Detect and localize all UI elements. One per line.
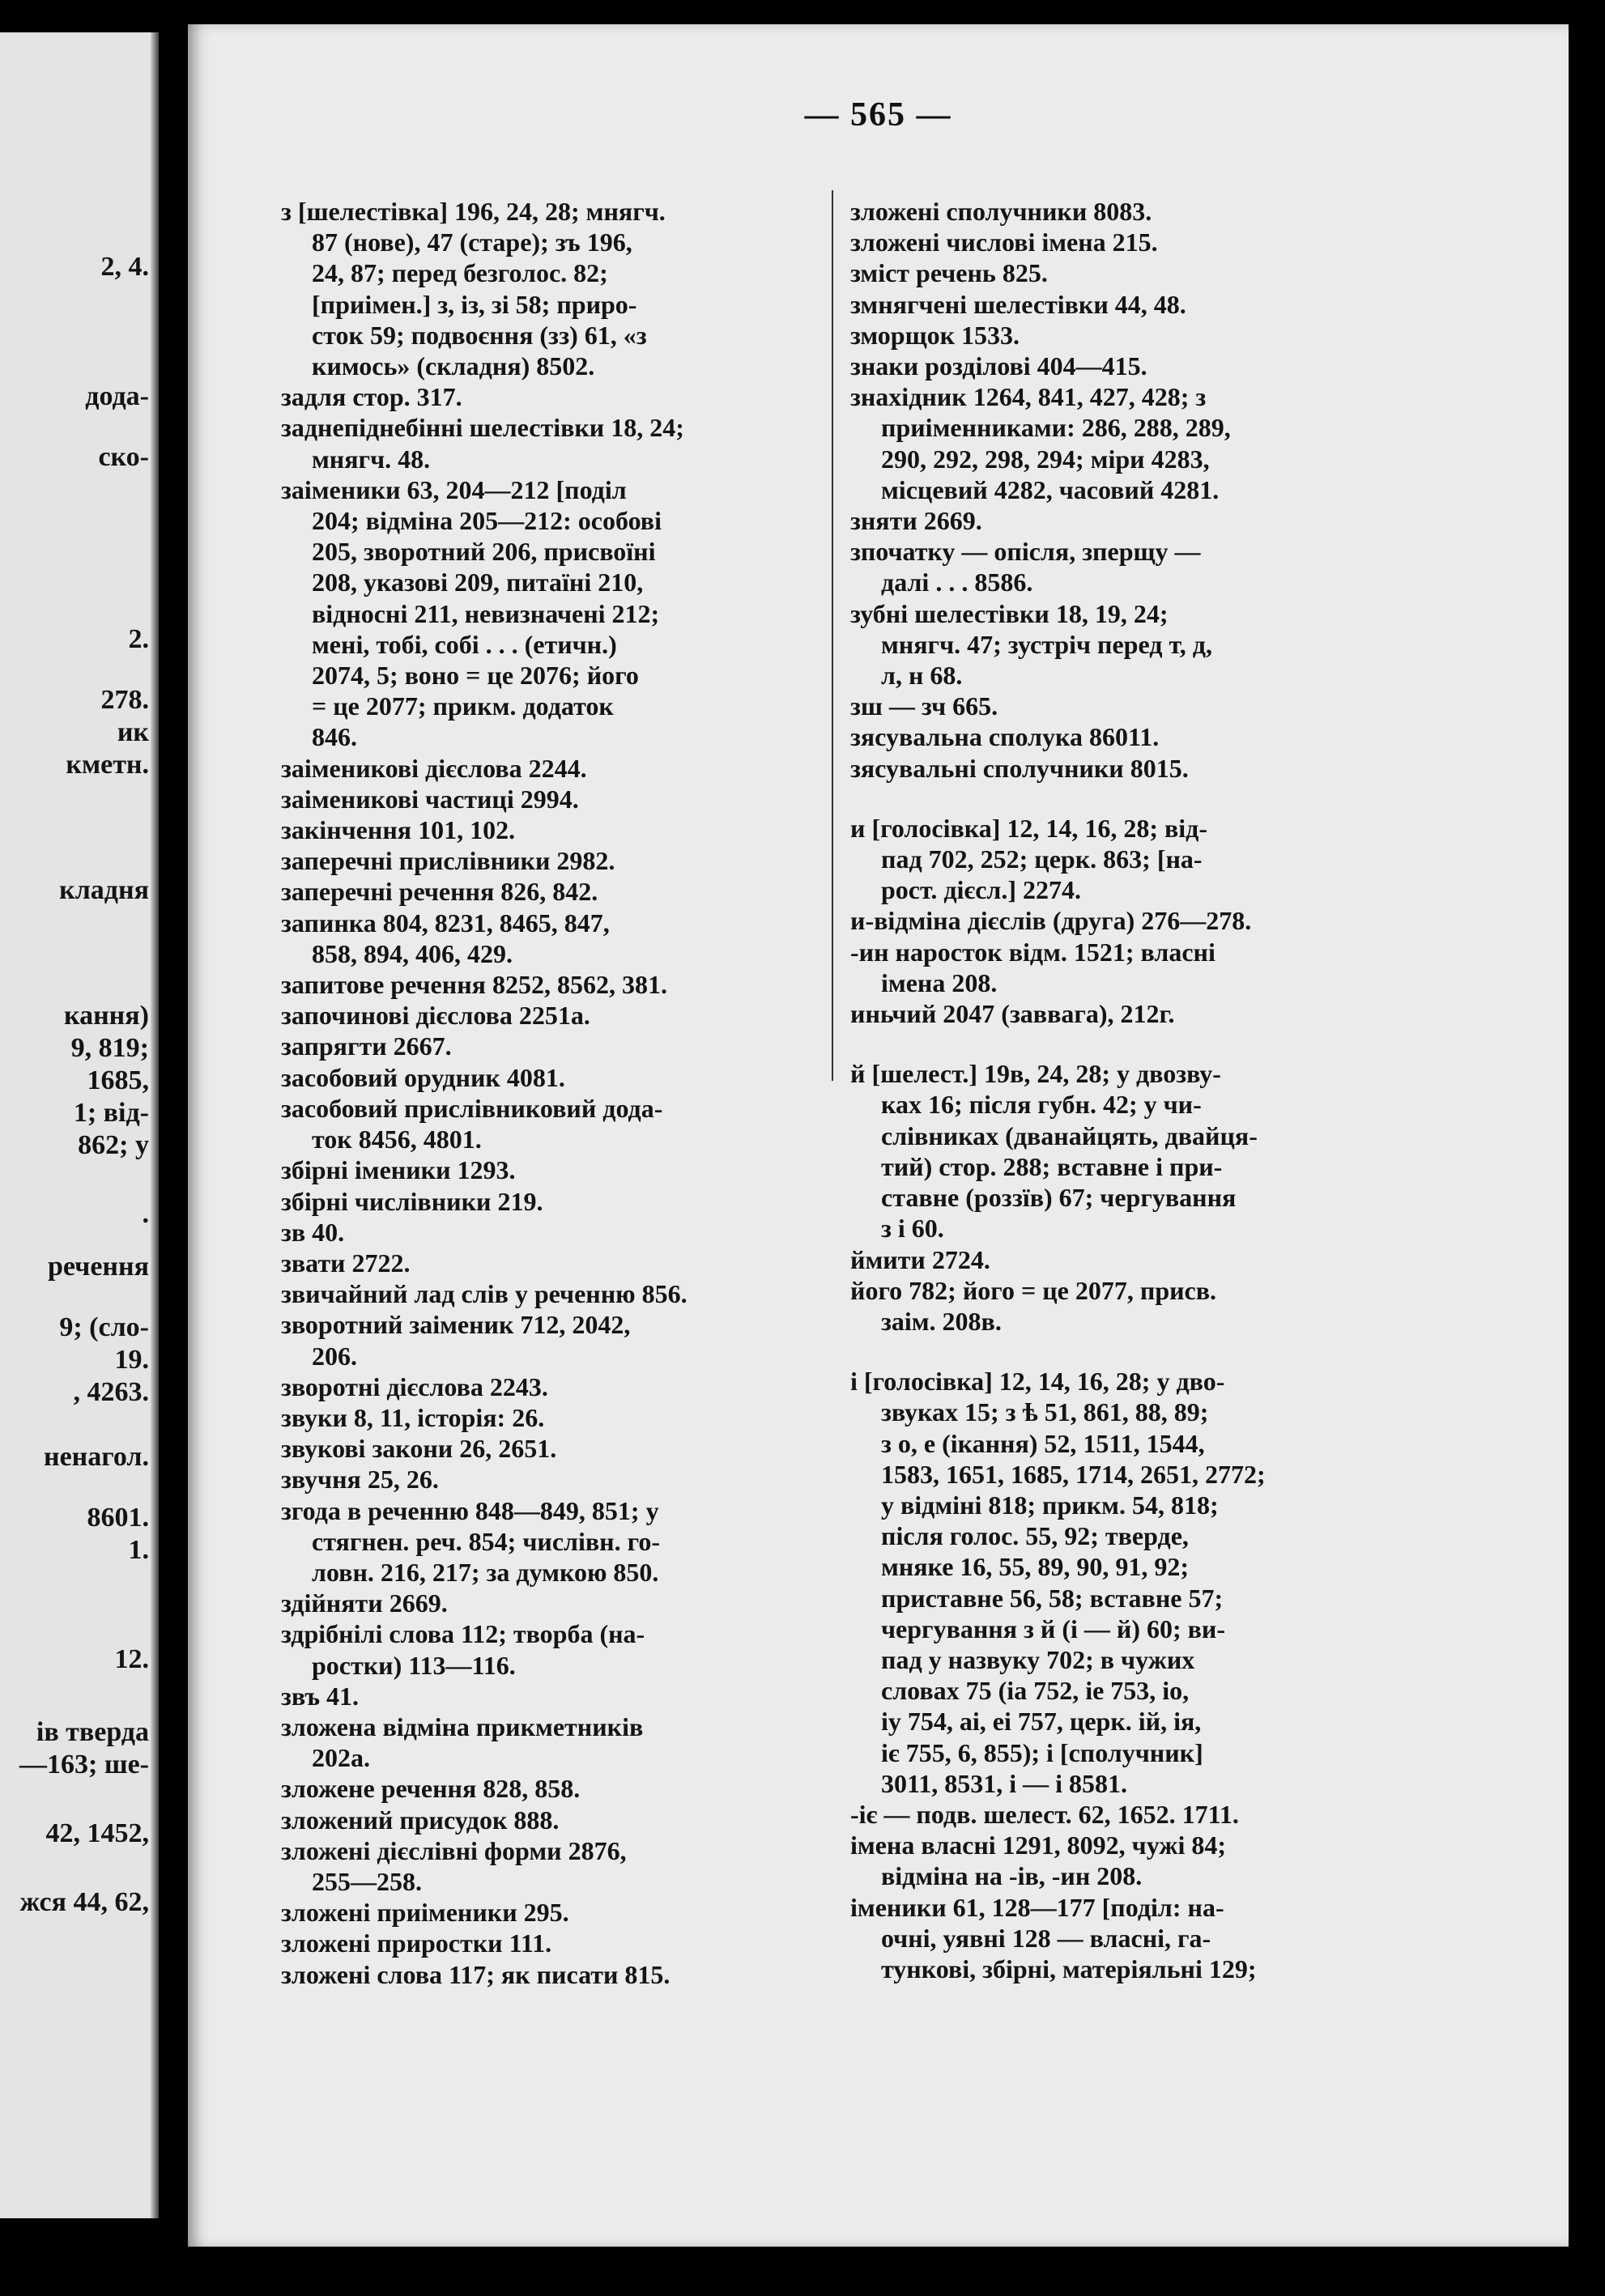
index-entry-line: після голос. 55, 92; тверде,: [881, 1521, 1189, 1551]
index-entry: [281, 1217, 815, 1248]
index-entry: [281, 1897, 815, 1928]
index-entry: [281, 1248, 815, 1278]
index-entry-line: 208, указові 209, питаїні 210,: [312, 568, 644, 597]
column-divider: [832, 190, 833, 1081]
index-entry: [850, 813, 1386, 906]
previous-page-line: ненагол.: [44, 1442, 149, 1472]
index-entry: [850, 505, 1386, 536]
index-entry-line: звуки 8, 11, історія: 26.: [281, 1402, 545, 1432]
index-entry-line: [приімен.] з, із, зі 58; приро-: [312, 289, 637, 319]
index-entry-line: звъ 41.: [281, 1681, 359, 1711]
index-entry-line: заперечні речення 826, 842.: [281, 877, 598, 907]
index-entry-line: закінчення 101, 102.: [281, 815, 516, 845]
previous-page-line: речення: [48, 1252, 149, 1282]
index-entry: [850, 351, 1386, 381]
previous-page-line: кладня: [59, 875, 149, 905]
index-entry-line: мені, тобі, собі . . . (етичн.): [312, 629, 617, 659]
book-page: [188, 24, 1569, 2247]
index-entry-line: стягнен. реч. 854; числівн. го-: [312, 1526, 660, 1556]
index-entry: [281, 876, 815, 907]
index-entry: [281, 1681, 815, 1711]
index-entry: [281, 381, 815, 412]
index-entry-line: запрягти 2667.: [281, 1031, 452, 1061]
index-entry: [281, 1031, 815, 1061]
index-entry: [850, 257, 1386, 288]
index-entry: [281, 1186, 815, 1217]
index-entry: [281, 1495, 815, 1588]
index-entry-line: мнягч. 48.: [312, 444, 431, 474]
index-entry-line: й [шелест.] 19в, 24, 28; у двозву-: [850, 1059, 1221, 1089]
index-entry: [850, 1275, 1386, 1337]
index-entry: [850, 289, 1386, 320]
previous-page-line: .: [142, 1199, 149, 1229]
previous-page-line: 2, 4.: [100, 252, 149, 282]
index-entry: [281, 969, 815, 1000]
index-entry: [281, 1618, 815, 1680]
index-entry-line: запитове речення 8252, 8562, 381.: [281, 970, 667, 1000]
index-entry: [281, 412, 815, 474]
index-entry-line: звуках 15; з ѣ 51, 861, 88, 89;: [881, 1397, 1209, 1427]
index-entry-line: збірні числівники 219.: [281, 1186, 543, 1216]
index-entry-line: знаки розділові 404—415.: [850, 351, 1147, 381]
index-entry-line: імена 208.: [881, 967, 998, 997]
index-entry-line: 202а.: [312, 1743, 370, 1773]
index-entry-line: чергування з й (і — й) 60; ви-: [881, 1614, 1226, 1643]
index-entry: [281, 1371, 815, 1402]
index-entry: [281, 196, 815, 381]
index-entry-line: 206.: [312, 1341, 357, 1371]
index-entry: [281, 1835, 815, 1897]
index-entry: [281, 1928, 815, 1958]
index-entry-line: зясувальні сполучники 8015.: [850, 753, 1189, 783]
section-gap: [850, 1337, 1386, 1366]
index-entry-line: зворотний заіменик 712, 2042,: [281, 1310, 631, 1340]
index-entry: [281, 1309, 815, 1371]
index-entry-line: пад 702, 252; церк. 863; [на-: [881, 844, 1203, 874]
index-entry: [850, 1830, 1386, 1891]
index-entry-line: мнягч. 47; зустріч перед т, д,: [881, 629, 1212, 659]
index-entry-line: заднепіднебінні шелестівки 18, 24;: [281, 413, 684, 443]
index-entry-line: зясувальна сполука 86011.: [850, 722, 1160, 752]
section-gap: [850, 1029, 1386, 1058]
index-entry-line: заім. 208в.: [881, 1306, 1002, 1336]
index-entry-line: зложені сполучники 8083.: [850, 197, 1152, 226]
previous-page-line: 862; у: [78, 1130, 149, 1160]
index-entry-line: 24, 87; перед безголос. 82;: [312, 258, 608, 288]
index-entry-line: іу 754, аі, еі 757, церк. ій, ія,: [881, 1707, 1202, 1737]
index-entry: [281, 1433, 815, 1464]
index-entry-line: з о, е (ікання) 52, 1511, 1544,: [881, 1428, 1205, 1458]
index-entry-line: ток 8456, 4801.: [312, 1125, 482, 1154]
index-entry-line: заіменики 63, 204—212 [поділ: [281, 474, 627, 504]
index-entry-line: 2074, 5; воно = це 2076; його: [312, 661, 639, 691]
index-entry: [281, 1711, 815, 1773]
index-entry-line: зложені приіменики 295.: [281, 1898, 569, 1928]
previous-page-line: 19.: [114, 1345, 149, 1375]
index-entry-line: сток 59; подвоєння (зз) 61, «з: [312, 320, 647, 350]
previous-page-fragment: [0, 32, 159, 2218]
index-entry-line: зложені дієслівні форми 2876,: [281, 1835, 627, 1865]
index-entry-line: звати 2722.: [281, 1248, 411, 1278]
index-entry-line: звукові закони 26, 2651.: [281, 1434, 557, 1464]
page-fold-shadow: [151, 32, 159, 2218]
index-entry-line: тункові, збірні, матеріяльні 129;: [881, 1954, 1257, 1983]
section-gap: [850, 784, 1386, 813]
index-column-left: [281, 196, 815, 1990]
index-entry-line: запинка 804, 8231, 8465, 847,: [281, 908, 610, 938]
index-entry-line: з [шелестівка] 196, 24, 28; мнягч.: [281, 197, 666, 226]
index-entry-line: 290, 292, 298, 294; міри 4283,: [881, 444, 1210, 474]
index-entry-line: тий) стор. 288; вставне і при-: [881, 1151, 1223, 1181]
index-entry-line: звучня 25, 26.: [281, 1465, 439, 1495]
index-entry-line: 87 (нове), 47 (старе); зъ 196,: [312, 227, 632, 257]
index-entry: [850, 905, 1386, 936]
index-entry-line: 3011, 8531, і — і 8581.: [881, 1768, 1128, 1798]
index-entry: [850, 691, 1386, 721]
index-entry-line: знахідник 1264, 841, 427, 428; з: [850, 382, 1207, 412]
previous-page-line: кання): [64, 1001, 149, 1031]
index-entry-line: мняке 16, 55, 89, 90, 91, 92;: [881, 1552, 1190, 1582]
previous-page-line: 1685,: [87, 1065, 149, 1095]
index-entry: [281, 814, 815, 845]
index-entry-line: місцевий 4282, часовий 4281.: [881, 474, 1220, 504]
index-entry-line: рост. дієсл.] 2274.: [881, 875, 1082, 905]
index-entry-line: 205, зворотний 206, присвоїні: [312, 537, 656, 567]
previous-page-line: ик: [117, 717, 149, 747]
previous-page-line: 42, 1452,: [45, 1818, 149, 1848]
index-entry: [281, 753, 815, 784]
index-entry-line: зложені приростки 111.: [281, 1928, 552, 1958]
index-entry: [281, 1464, 815, 1495]
index-entry-line: ках 16; після губн. 42; у чи-: [881, 1090, 1202, 1120]
index-entry-line: зубні шелестівки 18, 19, 24;: [850, 598, 1169, 628]
index-entry: [850, 998, 1386, 1029]
index-entry-line: іменики 61, 128—177 [поділ: на-: [850, 1892, 1224, 1922]
index-entry-line: л, н 68.: [881, 661, 963, 691]
previous-page-line: дода-: [85, 381, 149, 411]
index-entry-line: и-відміна дієслів (друга) 276—278.: [850, 906, 1252, 936]
previous-page-line: 12.: [114, 1644, 149, 1674]
previous-page-line: кметн.: [66, 750, 149, 780]
index-entry: [850, 753, 1386, 784]
index-entry-line: зняти 2669.: [850, 506, 982, 536]
page-number: — 565 —: [804, 96, 952, 134]
index-entry-line: засобовий орудник 4081.: [281, 1062, 565, 1092]
index-entry: [850, 227, 1386, 257]
index-entry: [281, 1154, 815, 1185]
index-entry-line: ймити 2724.: [850, 1244, 990, 1274]
index-entry-line: пад у назвуку 702; в чужих: [881, 1644, 1195, 1674]
index-entry: [281, 474, 815, 753]
previous-page-line: 9, 819;: [70, 1033, 149, 1063]
index-entry-line: = це 2077; прикм. додаток: [312, 691, 614, 721]
index-entry: [281, 1093, 815, 1154]
index-entry-line: далі . . . 8586.: [881, 568, 1033, 597]
index-entry-line: зш — зч 665.: [850, 691, 998, 721]
index-entry-line: иньчий 2047 (заввага), 212г.: [850, 999, 1175, 1029]
index-entry: [281, 1000, 815, 1031]
index-entry-line: його 782; його = це 2077, присв.: [850, 1275, 1217, 1305]
index-entry-line: приіменниками: 286, 288, 289,: [881, 413, 1231, 443]
index-entry-line: згода в реченню 848—849, 851; у: [281, 1495, 659, 1525]
index-entry-line: словах 75 (іа 752, іе 753, іо,: [881, 1676, 1190, 1706]
previous-page-line: 2.: [128, 624, 149, 654]
index-entry-line: и [голосівка] 12, 14, 16, 28; від-: [850, 813, 1208, 843]
index-entry-line: 204; відміна 205—212: особові: [312, 506, 662, 536]
index-entry: [850, 1799, 1386, 1830]
index-entry-line: слівниках (дванайцять, двайця-: [881, 1120, 1258, 1150]
index-entry: [850, 598, 1386, 691]
index-entry: [850, 1244, 1386, 1275]
index-entry: [850, 320, 1386, 351]
index-entry: [281, 1062, 815, 1093]
index-entry: [850, 1892, 1386, 1985]
index-entry-line: зв 40.: [281, 1217, 345, 1247]
index-entry-line: у відміні 818; прикм. 54, 818;: [881, 1490, 1219, 1520]
index-entry: [850, 1366, 1386, 1799]
index-entry-line: змнягчені шелестівки 44, 48.: [850, 289, 1186, 319]
previous-page-line: , 4263.: [73, 1377, 149, 1407]
previous-page-line: 8601.: [87, 1503, 149, 1533]
index-entry-line: зложені числові імена 215.: [850, 227, 1158, 257]
previous-page-line: 1.: [128, 1535, 149, 1565]
index-entry-line: звичайний лад слів у реченню 856.: [281, 1279, 688, 1309]
index-entry: [850, 1058, 1386, 1244]
previous-page-line: жся 44, 62,: [19, 1887, 149, 1917]
index-entry-line: заіменикові дієслова 2244.: [281, 753, 587, 783]
index-entry-line: 1583, 1651, 1685, 1714, 2651, 2772;: [881, 1459, 1266, 1489]
index-entry: [850, 536, 1386, 597]
scan-border-right: [1569, 0, 1605, 2296]
previous-page-line: 278.: [100, 685, 149, 715]
index-entry-line: зпочатку — опісля, зперщу —: [850, 537, 1201, 567]
index-column-right: [850, 196, 1386, 1984]
previous-page-line: ів тверда: [36, 1717, 149, 1747]
index-entry-line: ставне (роззїв) 67; чергування: [881, 1183, 1237, 1213]
index-entry-line: зміст речень 825.: [850, 258, 1048, 288]
index-entry-line: з і 60.: [881, 1214, 944, 1244]
index-entry-line: ловн. 216, 217; за думкою 850.: [312, 1557, 659, 1587]
index-entry-line: збірні іменики 1293.: [281, 1155, 516, 1185]
index-entry-line: заперечні прислівники 2982.: [281, 846, 615, 876]
index-entry-line: започинові дієслова 2251а.: [281, 1001, 590, 1031]
index-entry: [281, 1773, 815, 1804]
index-entry: [281, 1278, 815, 1309]
previous-page-line: —163; ше-: [19, 1750, 149, 1779]
index-entry-line: імена власні 1291, 8092, чужі 84;: [850, 1830, 1227, 1860]
index-entry-line: зморщок 1533.: [850, 320, 1020, 350]
index-entry: [281, 1588, 815, 1618]
index-entry-line: -ин наросток відм. 1521; власні: [850, 937, 1215, 967]
index-entry: [281, 784, 815, 814]
index-entry-line: здійняти 2669.: [281, 1588, 448, 1618]
index-entry-line: зложені слова 117; як писати 815.: [281, 1959, 671, 1989]
index-entry: [850, 196, 1386, 227]
index-entry-line: 846.: [312, 722, 357, 752]
index-entry-line: відміна на -ів, -ин 208.: [881, 1861, 1143, 1891]
index-entry-line: заіменикові частиці 2994.: [281, 784, 579, 814]
index-entry-line: і [голосівка] 12, 14, 16, 28; у дво-: [850, 1367, 1225, 1397]
index-entry: [281, 1402, 815, 1433]
index-entry-line: здрібнілі слова 112; творба (на-: [281, 1619, 645, 1649]
index-entry-line: зложене речення 828, 858.: [281, 1774, 581, 1804]
index-entry-line: іє 755, 6, 855); і [сполучник]: [881, 1737, 1203, 1767]
index-entry-line: зворотні дієслова 2243.: [281, 1371, 548, 1401]
index-entry-line: зложений присудок 888.: [281, 1805, 560, 1835]
index-entry-line: кимось» (складня) 8502.: [312, 351, 595, 381]
index-entry-line: відносні 211, невизначені 212;: [312, 598, 660, 628]
index-entry-line: приставне 56, 58; вставне 57;: [881, 1583, 1224, 1613]
index-entry-line: 858, 894, 406, 429.: [312, 938, 513, 968]
index-entry-line: засобовий прислівниковий дода-: [281, 1093, 663, 1123]
index-entry-line: задля стор. 317.: [281, 382, 462, 412]
index-entry-line: 255—258.: [312, 1866, 422, 1896]
index-entry: [850, 937, 1386, 998]
index-entry: [281, 1805, 815, 1835]
index-entry-line: ростки) 113—116.: [312, 1650, 516, 1680]
index-entry: [850, 381, 1386, 505]
previous-page-line: ско-: [98, 442, 149, 472]
index-entry-line: зложена відміна прикметників: [281, 1711, 644, 1741]
previous-page-line: 9; (сло-: [59, 1312, 149, 1342]
index-entry-line: -іє — подв. шелест. 62, 1652. 1711.: [850, 1799, 1239, 1829]
index-entry: [281, 845, 815, 876]
index-entry: [281, 1959, 815, 1990]
previous-page-line: 1; від-: [73, 1098, 149, 1128]
index-entry: [850, 721, 1386, 752]
index-entry-line: очні, уявні 128 — власні, га-: [881, 1923, 1211, 1953]
index-entry: [281, 908, 815, 969]
